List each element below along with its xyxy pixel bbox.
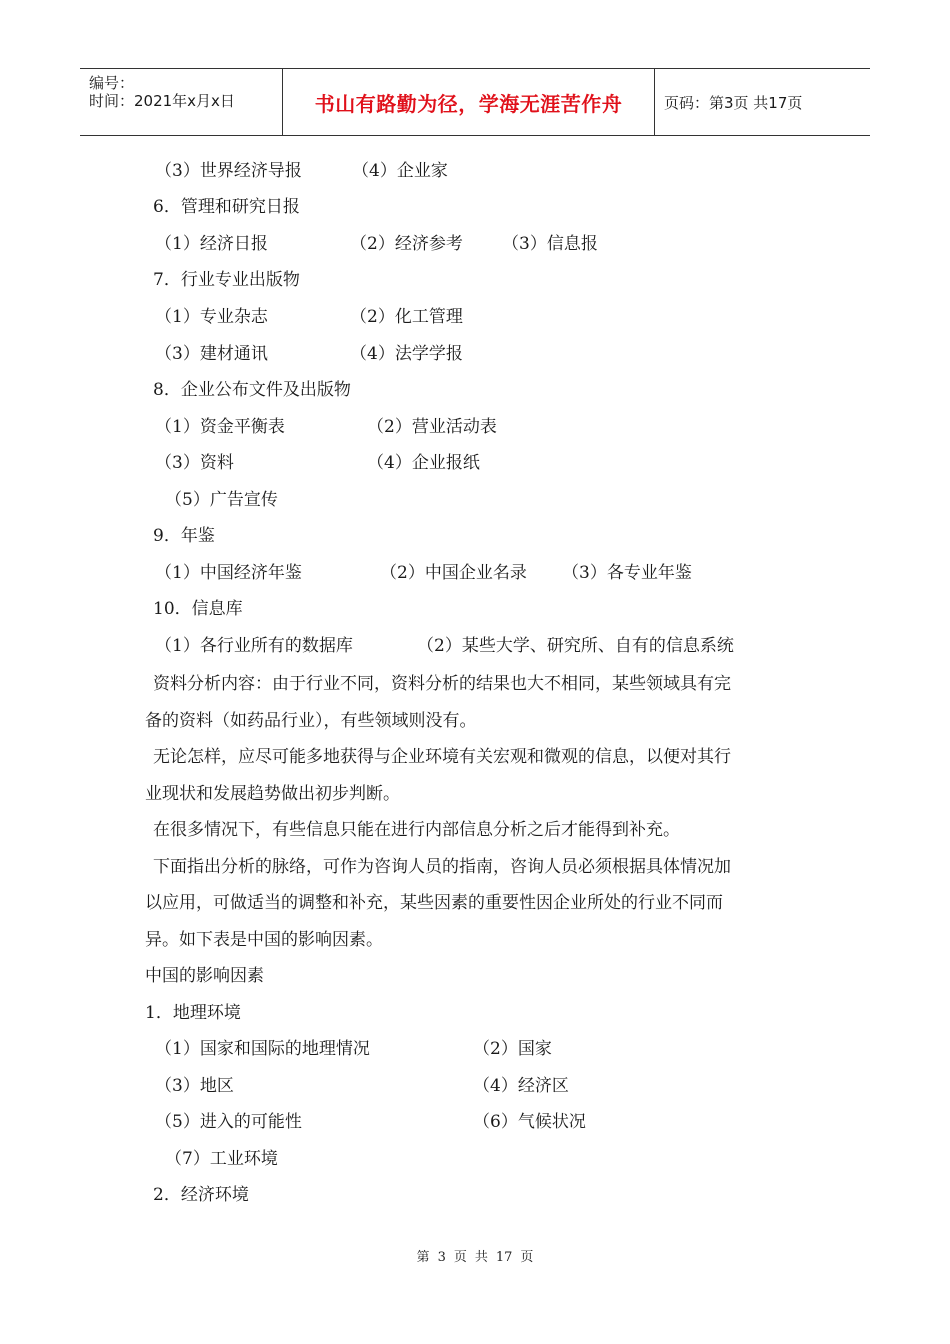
paragraph-line: 在很多情况下，有些信息只能在进行内部信息分析之后才能得到补充。 (153, 820, 680, 840)
paragraph-line: 下面指出分析的脉络，可作为咨询人员的指南，咨询人员必须根据具体情况加 (153, 857, 731, 877)
doc-number-label: 编号： (89, 74, 135, 92)
page-number: 3 (437, 1250, 446, 1265)
page-header (80, 68, 870, 136)
page-total: 17 (495, 1250, 513, 1265)
section-heading: 8．企业公布文件及出版物 (153, 380, 351, 400)
doc-time-label: 时间：2021年x月x日 (89, 92, 235, 110)
paragraph-line: 异。如下表是中国的影响因素。 (145, 930, 383, 950)
list-item: （7）工业环境 (165, 1149, 278, 1169)
section-heading: 1．地理环境 (145, 1003, 241, 1023)
section-heading: 7．行业专业出版物 (153, 270, 300, 290)
section-heading: 9．年鉴 (153, 526, 215, 546)
list-item: （5）广告宣传 (165, 490, 278, 510)
header-page-info: 页码：第3页 共17页 (664, 93, 803, 112)
paragraph-line: 备的资料（如药品行业），有些领域则没有。 (145, 711, 477, 731)
header-divider (654, 69, 655, 135)
page-footer: 第 3 页 共 17 页 (416, 1250, 534, 1265)
section-heading: 2．经济环境 (153, 1185, 249, 1205)
header-meta (80, 69, 282, 135)
paragraph-line: 无论怎样，应尽可能多地获得与企业环境有关宏观和微观的信息，以便对其行 (153, 747, 731, 767)
paragraph-line: 资料分析内容：由于行业不同，资料分析的结果也大不相同，某些领域具有完 (153, 674, 731, 694)
header-motto: 书山有路勤为径，学海无涯苦作舟 (314, 91, 623, 116)
section-title: 中国的影响因素 (145, 966, 264, 986)
paragraph-line: 业现状和发展趋势做出初步判断。 (145, 784, 400, 804)
section-heading: 6．管理和研究日报 (153, 197, 300, 217)
paragraph-line: 以应用，可做适当的调整和补充，某些因素的重要性因企业所处的行业不同而 (145, 893, 723, 913)
section-heading: 10．信息库 (153, 599, 243, 619)
